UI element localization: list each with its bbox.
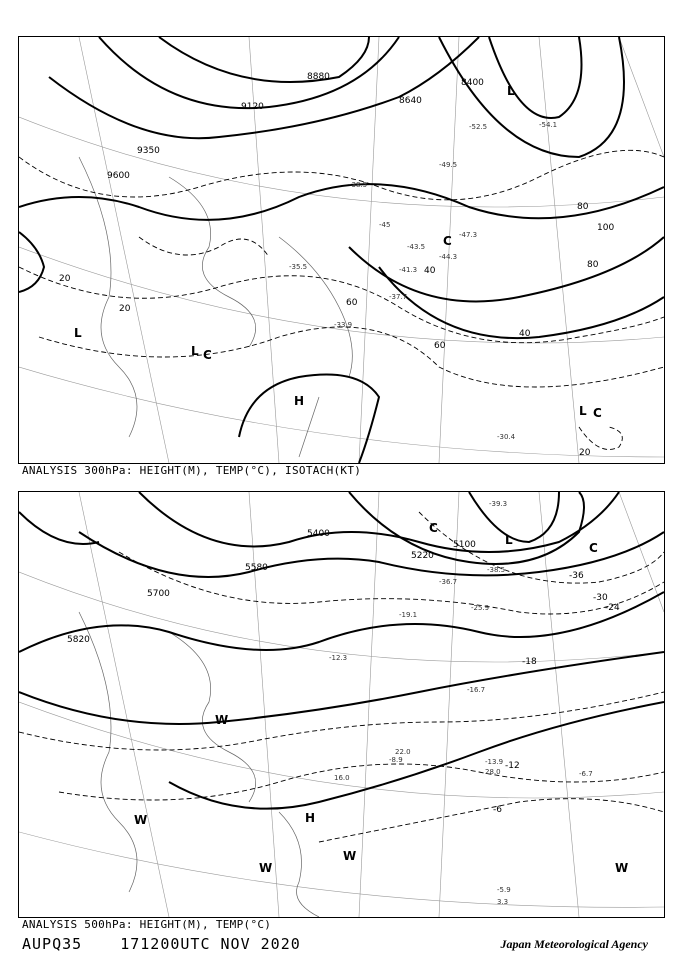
height-label-5220: 5220 [411,551,434,561]
station-value: -13.9 [485,758,504,766]
temp-label: -12 [505,761,520,771]
warm-center: W [134,813,148,827]
map-panel-500hpa [18,491,665,918]
station-value: -45 [379,221,391,229]
station-value: 22.0 [395,748,411,756]
station-value: -19.1 [399,611,418,619]
temp-label: -18 [522,657,537,667]
agency-credit: Japan Meteorological Agency [500,937,648,951]
cold-center: C [203,348,212,362]
station-value: 28.0 [485,768,501,776]
low-center: L [505,533,513,547]
station-value: -12.3 [329,654,348,662]
temp-label: -6 [493,805,502,815]
low-center: L [74,326,82,340]
height-label-5700: 5700 [147,589,170,599]
station-value: -38.5 [349,181,368,189]
station-value: -47.3 [459,231,478,239]
height-label-5820: 5820 [67,635,90,645]
graticule [19,37,664,463]
product-code: AUPQ35 [22,935,83,953]
isotach-label: 40 [519,329,531,339]
height-label-9600: 9600 [107,171,130,181]
station-value: 16.0 [334,774,350,782]
station-value: -5.9 [497,886,511,894]
warm-center: W [259,861,273,875]
isotach-label: 100 [597,223,615,233]
height-label-5580: 5580 [245,563,268,573]
analysis-datetime: 171200UTC NOV 2020 [120,935,301,953]
isotach-contours [19,150,664,449]
station-value: -16.7 [467,686,486,694]
cold-center: C [429,521,438,535]
station-value: -54.1 [539,121,558,129]
coastlines [79,612,319,917]
height-label-8640: 8640 [399,96,422,106]
station-value: -41.3 [399,266,418,274]
cold-center: C [589,541,598,555]
isotach-label: 40 [424,266,436,276]
map-500hpa-svg [19,492,664,917]
caption-300hpa: ANALYSIS 300hPa: HEIGHT(M), TEMP(°C), ISOTACH(KT) [22,464,362,477]
low-center: L [507,84,515,98]
isotach-label: 20 [119,304,131,314]
station-value: -37.7 [389,293,408,301]
height-label-5400: 5400 [307,529,330,539]
station-value: -38.5 [487,566,506,574]
cold-center: C [443,234,452,248]
temp-label: -36 [569,571,584,581]
height-label-8880: 8880 [307,72,330,82]
high-center: H [305,811,316,825]
station-value: -39.3 [489,500,508,508]
product-line [22,935,329,953]
station-value: -6.7 [579,770,593,778]
low-center: L [579,404,587,418]
station-value: 3.3 [497,898,509,906]
height-label-9350: 9350 [137,146,160,156]
station-value: -44.3 [439,253,458,261]
isotach-label: 80 [577,202,589,212]
temp-label: -24 [605,603,620,613]
station-value: -36.7 [439,578,458,586]
station-value: -25.9 [471,604,490,612]
station-value: -33.9 [334,321,353,329]
station-value: -30.4 [497,433,516,441]
height-label-8400: 8400 [461,78,484,88]
low-center: L [191,344,199,358]
isotach-label: 80 [587,260,599,270]
station-value: -52.5 [469,123,488,131]
temp-label: -30 [593,593,608,603]
cold-center: C [593,406,602,420]
height-label-5100: 5100 [453,540,476,550]
height-contours [19,492,664,809]
isotach-label: 60 [346,298,358,308]
station-value: -35.5 [289,263,308,271]
isotach-label: 20 [579,448,591,458]
height-label-9120: 9120 [241,102,264,112]
caption-500hpa: ANALYSIS 500hPa: HEIGHT(M), TEMP(°C) [22,918,272,931]
map-panel-300hpa [18,36,665,464]
warm-center: W [343,849,357,863]
map-300hpa-svg [19,37,664,463]
graticule [19,492,664,917]
station-value: -49.5 [439,161,458,169]
isotach-label: 60 [434,341,446,351]
warm-center: W [215,713,229,727]
high-center: H [294,394,305,408]
station-value: -43.5 [407,243,426,251]
warm-center: W [615,861,629,875]
station-value: -8.9 [389,756,403,764]
height-contours [19,37,664,463]
isotach-label: 20 [59,274,71,284]
